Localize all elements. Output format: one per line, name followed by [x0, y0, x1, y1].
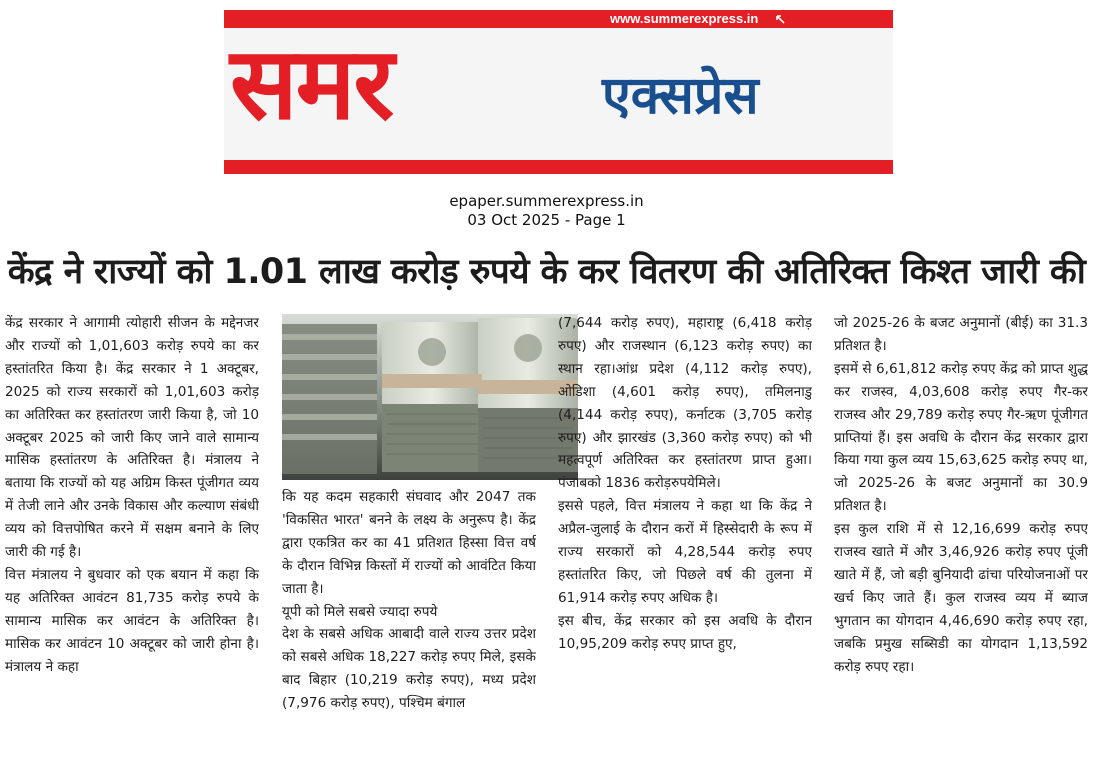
- article-paragraph: इससे पहले, वित्त मंत्रालय ने कहा था कि केंद्र ने अप्रैल-जुलाई के दौरान करों में हिस्सेदारी के रूप में राज्य सरकारों को 4,28,544 करोड़ रुपए हस्तांतरित किए, जो पिछले वर्ष की तुलना में 61,914 करोड़ रुपए अधिक है।: [558, 498, 812, 606]
- epaper-site: epaper.summerexpress.in: [449, 192, 644, 210]
- article-column-2: [282, 486, 536, 767]
- currency-notes-photo: [282, 314, 578, 480]
- article-paragraph: देश के सबसे अधिक आबादी वाले राज्य उत्तर प्रदेश को सबसे अधिक 18,227 करोड़ रुपए मिले, इसके बाद बिहार (10,219 करोड़ रुपए), मध्य प्रदेश (7,976 करोड़ रुपए), पश्चिम बंगाल: [282, 626, 536, 712]
- article-paragraph: वित्त मंत्रालय ने बुधवार को एक बयान में कहा कि यह अतिरिक्त आवंटन 81,735 करोड़ रुपये के सामान्य मासिक कर आवंटन के अतिरिक्त है। मासिक कर आवंटन 10 अक्टूबर को जारी होना है। मंत्रालय ने कहा: [5, 566, 259, 675]
- epaper-date-page: 03 Oct 2025 - Page 1: [467, 211, 626, 229]
- article-paragraph: इस कुल राशि में से 12,16,699 करोड़ रुपए राजस्व खाते में और 3,46,926 करोड़ रुपए पूंजी खाते में हैं, जो बड़ी बुनियादी ढांचा परियोजनाओं पर खर्च किए जाते हैं। कुल राजस्व व्यय में ब्याज भुगतान का योगदान 4,46,690 करोड़ रुपए रहा, जबकि प्रमुख सब्सिडी का योगदान 1,13,592 करोड़ रुपए रहा।: [834, 521, 1088, 675]
- photo-illustration: [282, 314, 578, 480]
- article-paragraph: केंद्र सरकार ने आगामी त्योहारी सीजन के मद्देनजर और राज्यों को 1,01,603 करोड़ रुपये का कर हस्तांतरित किया है। केंद्र सरकार ने 1 अक्टूबर, 2025 को राज्य सरकारों को 1,01,603 करोड़ का अतिरिक्त कर हस्तांतरण जारी किया है, जो 10 अक्टूबर 2025 को जारी किए जाने वाले सामान्य मासिक हस्तांतरण के अतिरिक्त है। मंत्रालय ने बताया कि राज्यों को यह अग्रिम किस्त पूंजीगत व्यय में तेजी लाने और उनके विकास और कल्याण संबंधी व्यय को वित्तपोषित करने में सक्षम बनाने के लिए जारी की गई है।: [5, 315, 259, 561]
- article-paragraph: इसमें से 6,61,812 करोड़ रुपए केंद्र को प्राप्त शुद्ध कर राजस्व, 4,03,608 करोड़ रुपए गैर-कर राजस्व और 29,789 करोड़ रुपए गैर-ऋण पूंजीगत प्राप्तियां हैं। इस अवधि के दौरान केंद्र सरकार द्वारा किया गया कुल व्यय 15,63,625 करोड़ रुपए था, जो 2025-26 के बजट अनुमानों का 30.9 प्रतिशत है।: [834, 360, 1088, 515]
- arrow-up-left-icon: [775, 14, 785, 24]
- masthead-bottom-bar: [224, 160, 893, 174]
- article-headline: केंद्र ने राज्यों को 1.01 लाख करोड़ रुपये के कर वितरण की अतिरिक्त किश्त जारी की: [7, 252, 1086, 292]
- article-column-1: [5, 312, 259, 767]
- article-paragraph: जो 2025-26 के बजट अनुमानों (बीई) का 31.3 प्रतिशत है।: [834, 315, 1088, 354]
- brand-name-express: एक्सप्रेस: [602, 66, 759, 126]
- epaper-info: [0, 192, 1093, 230]
- article-paragraph: (7,644 करोड़ रुपए), महाराष्ट्र (6,418 करोड़ रुपए) और राजस्थान (6,123 करोड़ रुपए) का स्थान रहा।आंध्र प्रदेश (4,112 करोड़ रुपए), ओडिशा (4,601 करोड़ रुपए), तमिलनाडु (4,144 करोड़ रुपए), कर्नाटक (3,705 करोड़ रुपए) और झारखंड (3,360 करोड़ रुपए) को भी महत्वपूर्ण अतिरिक्त कर हस्तांतरण प्राप्त हुआ।पंजाबको 1836 करोड़रुपयेमिले।: [558, 315, 812, 492]
- brand-url: www.summerexpress.in: [610, 11, 759, 26]
- masthead-logo: [224, 10, 893, 174]
- brand-name-samar: समर: [230, 25, 393, 142]
- article-paragraph: कि यह कदम सहकारी संघवाद और 2047 तक 'विकसित भारत' बनने के लक्ष्य के अनुरूप है। केंद्र द्वारा एकत्रित कर का 41 प्रतिशत हिस्सा वित्त वर्ष के दौरान विभिन्न किस्तों में राज्यों को आवंटित किया जाता है।: [282, 489, 536, 597]
- article-column-3: [558, 312, 812, 767]
- article-column-4: [834, 312, 1088, 767]
- article-subheading: यूपी को मिले सबसे ज्यादा रुपये: [282, 603, 438, 620]
- article-paragraph: इस बीच, केंद्र सरकार को इस अवधि के दौरान 10,95,209 करोड़ रुपए प्राप्त हुए,: [558, 612, 812, 652]
